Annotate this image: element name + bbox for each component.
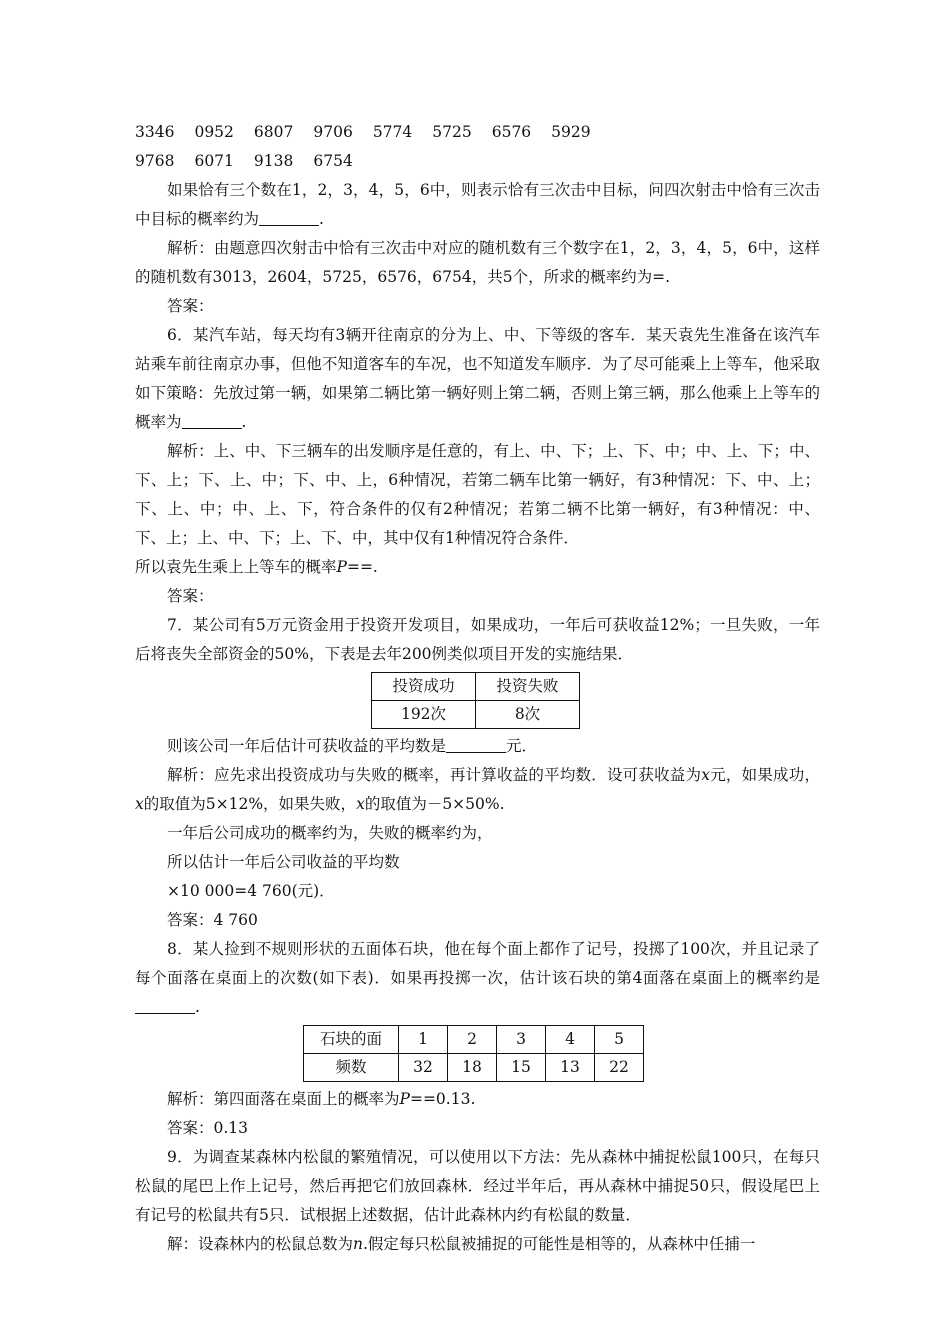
q7-analysis: 解析：应先求出投资成功与失败的概率，再计算收益的平均数．设可获收益为x元，如果成功，x的取值为5×12%，如果失败，x的取值为－5×50%. — [135, 766, 820, 813]
table-cell: 32 — [399, 1054, 448, 1082]
random-number: 0952 — [194, 123, 234, 141]
answer-blank — [182, 410, 242, 429]
document-page — [135, 118, 820, 1259]
table-row — [372, 701, 580, 729]
stone-face-frequency-table — [303, 1025, 644, 1082]
answer-blank — [446, 734, 506, 753]
q5-question: 如果恰有三个数在1，2，3，4，5，6中，则表示恰有三次击中目标，问四次射击中恰有三次击中目标的概率约为 . — [135, 181, 820, 228]
q9-solution: 解：设森林内的松鼠总数为n.假定每只松鼠被捕捉的可能性是相等的，从森林中任捕一 — [167, 1235, 756, 1253]
q7-answer: 答案：4 760 — [167, 911, 258, 929]
q6-answer: 答案： — [167, 587, 214, 605]
q7-question: 7．某公司有5万元资金用于投资开发项目，如果成功，一年后可获收益12%；一旦失败，一年后将丧失全部资金的50%，下表是去年200例类似项目开发的实施结果． — [135, 616, 820, 663]
table-cell: 4 — [546, 1026, 595, 1054]
q6-analysis: 解析：上、中、下三辆车的出发顺序是任意的，有上、中、下；上、下、中；中、上、下；中、下、上；下、上、中；下、中、上，6种情况，若第二辆车比第一辆好，有3种情况：下、中、上；下、上、中；中、上、下，符合条件的仅有2种情况；若第二辆不比第一辆好，有3种情况：中、下、上；上、中、下；上、下、中，其中仅有1种情况符合条件． — [135, 442, 820, 547]
q6-analysis-conclusion: 所以袁先生乘上上等车的概率P==. — [135, 558, 378, 576]
random-number: 6754 — [313, 152, 353, 170]
random-number: 5929 — [551, 123, 591, 141]
table-cell: 8次 — [476, 701, 580, 729]
random-numbers-row-2 — [135, 147, 820, 176]
table-cell: 2 — [448, 1026, 497, 1054]
q5-analysis: 解析：由题意四次射击中恰有三次击中对应的随机数有三个数字在1，2，3，4，5，6中，这样的随机数有3013，2604，5725，6576，6754，共5个，所求的概率约为=. — [135, 239, 820, 286]
q8-analysis: 解析：第四面落在桌面上的概率为P==0.13. — [167, 1090, 476, 1108]
answer-blank — [259, 207, 319, 226]
random-number: 9138 — [253, 152, 294, 170]
q7-analysis-line: 所以估计一年后公司收益的平均数 — [167, 853, 400, 871]
table-header-cell: 频数 — [304, 1054, 399, 1082]
answer-blank — [135, 995, 195, 1014]
table-cell: 1 — [399, 1026, 448, 1054]
q5-answer: 答案： — [167, 297, 214, 315]
table-cell: 13 — [546, 1054, 595, 1082]
table-cell: 18 — [448, 1054, 497, 1082]
table-header-cell: 投资成功 — [372, 673, 476, 701]
table-cell: 192次 — [372, 701, 476, 729]
investment-results-table — [371, 672, 580, 729]
table-cell: 22 — [595, 1054, 644, 1082]
random-number: 5725 — [432, 123, 472, 141]
table-row — [304, 1054, 644, 1082]
q7-analysis-line: ×10 000=4 760(元)． — [167, 882, 335, 900]
table-row — [372, 673, 580, 701]
table-header-cell: 石块的面 — [304, 1026, 399, 1054]
q7-analysis-line: 一年后公司成功的概率约为，失败的概率约为， — [167, 824, 493, 842]
q8-answer: 答案：0.13 — [167, 1119, 249, 1137]
table-cell: 5 — [595, 1026, 644, 1054]
q9-question: 9．为调查某森林内松鼠的繁殖情况，可以使用以下方法：先从森林中捕捉松鼠100只，在每只松鼠的尾巴上作上记号，然后再把它们放回森林．经过半年后，再从森林中捕捉50只，假设尾巴上有记号的松鼠共有5只．试根据上述数据，估计此森林内约有松鼠的数量． — [135, 1148, 820, 1224]
random-number: 5774 — [372, 123, 413, 141]
random-number: 9768 — [135, 152, 175, 170]
q8-question: 8．某人捡到不规则形状的五面体石块，他在每个面上都作了记号，投掷了100次，并且记录了每个面落在桌面上的次数(如下表)．如果再投掷一次，估计该石块的第4面落在桌面上的概率约是. — [135, 940, 820, 1016]
table-cell: 15 — [497, 1054, 546, 1082]
table-row — [304, 1026, 644, 1054]
q7-fill: 则该公司一年后估计可获收益的平均数是 元． — [135, 732, 820, 761]
random-number: 9706 — [313, 123, 353, 141]
random-number: 6576 — [491, 123, 532, 141]
random-number: 3346 — [135, 123, 175, 141]
table-header-cell: 投资失败 — [476, 673, 580, 701]
q6-question: 6．某汽车站，每天均有3辆开往南京的分为上、中、下等级的客车．某天袁先生准备在该汽车站乘车前往南京办事，但他不知道客车的车况，也不知道发车顺序．为了尽可能乘上上等车，他采取如下策略：先放过第一辆，如果第二辆比第一辆好则上第二辆，否则上第三辆，那么他乘上上等车的概率为 . — [135, 326, 820, 431]
random-numbers-row-1 — [135, 118, 820, 147]
random-number: 6071 — [194, 152, 234, 170]
table-cell: 3 — [497, 1026, 546, 1054]
random-number: 6807 — [253, 123, 294, 141]
